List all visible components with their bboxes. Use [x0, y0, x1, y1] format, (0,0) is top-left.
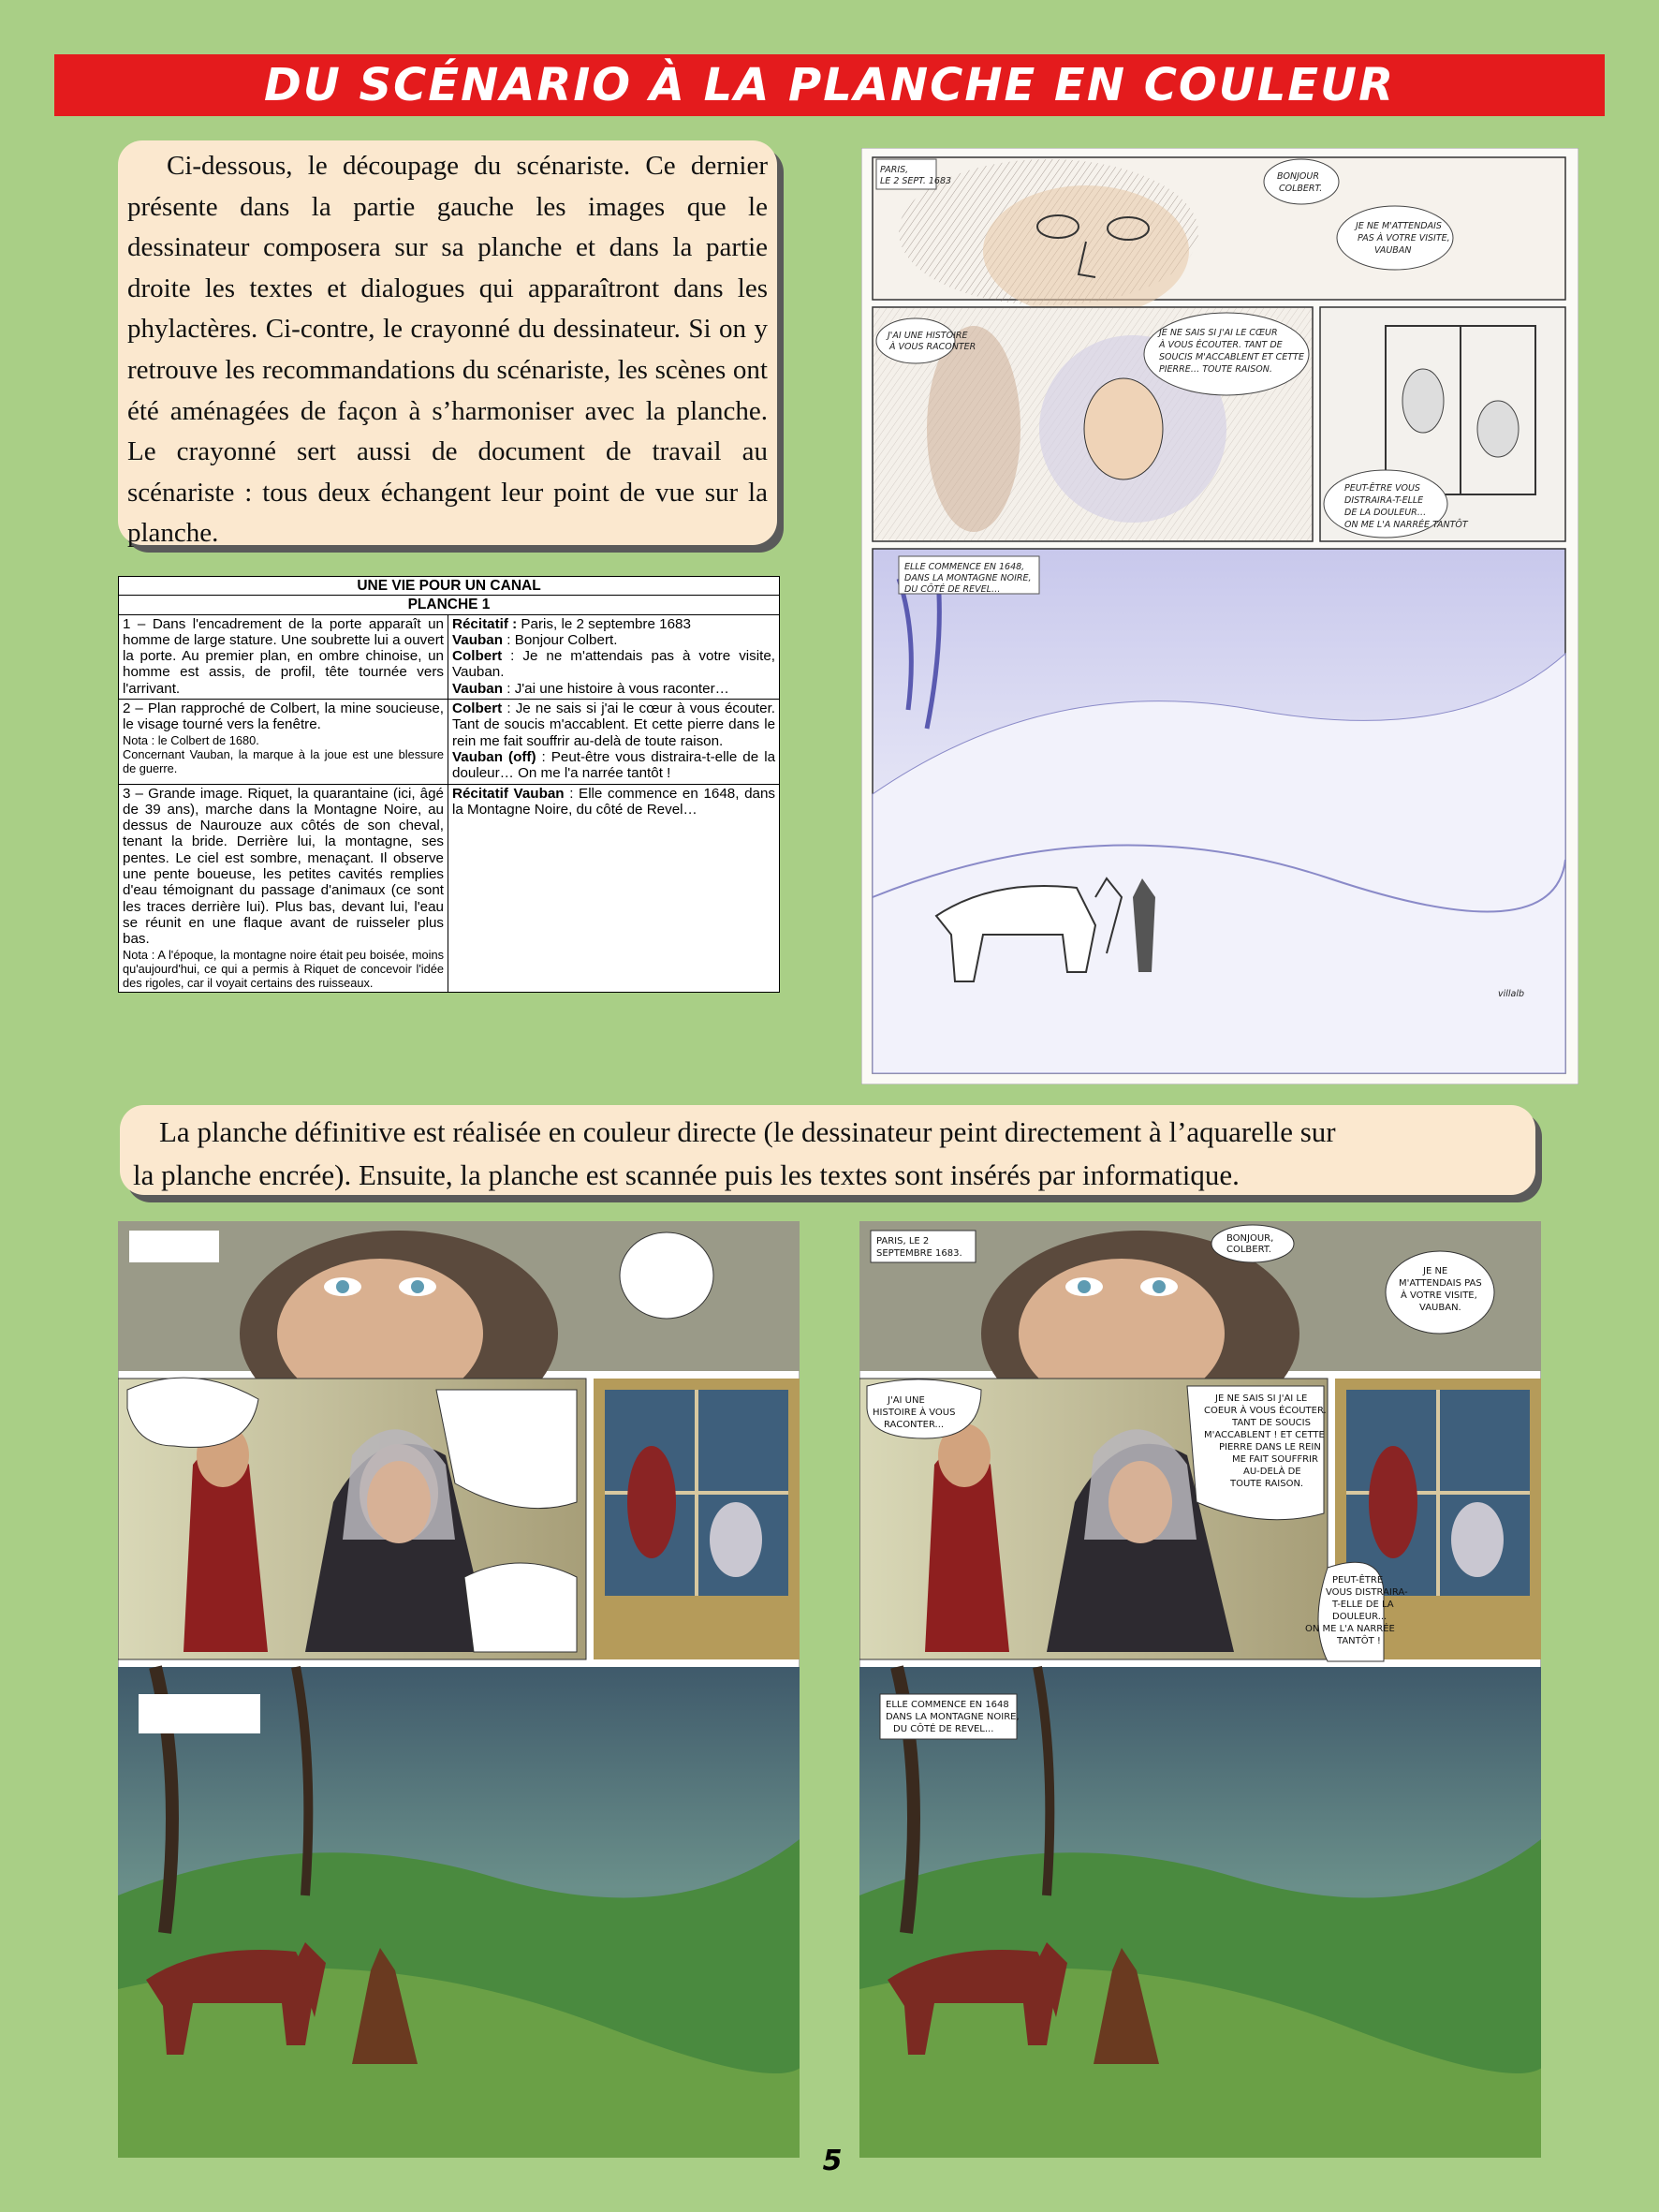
- svg-text:M'ACCABLENT ! ET CETTE: M'ACCABLENT ! ET CETTE: [1204, 1430, 1325, 1440]
- svg-text:BONJOUR,: BONJOUR,: [1226, 1233, 1274, 1244]
- svg-text:ME FAIT SOUFFRIR: ME FAIT SOUFFRIR: [1232, 1454, 1318, 1465]
- svg-text:ELLE COMMENCE EN 1648,: ELLE COMMENCE EN 1648,: [904, 562, 1025, 572]
- script-table-subtitle: PLANCHE 1: [119, 596, 780, 614]
- speech-bubble: [1211, 1225, 1294, 1262]
- page-banner: DU SCÉNARIO À LA PLANCHE EN COULEUR: [54, 54, 1605, 116]
- svg-text:TANTÔT !: TANTÔT !: [1337, 1636, 1381, 1646]
- svg-text:DU CÔTÉ DE REVEL...: DU CÔTÉ DE REVEL...: [893, 1724, 994, 1734]
- svg-text:JE NE M'ATTENDAIS: JE NE M'ATTENDAIS: [1356, 221, 1442, 231]
- artist-signature: villalb: [1498, 989, 1525, 999]
- pencil-caption: [899, 556, 1039, 595]
- intro-text: Ci-dessous, le découpage du scénariste. Ce dernier présente dans la partie gauche les images que le dessinateur composera sur sa planche et dans la partie droite les textes et dialogues qui apparaîtront dans les phylactères. Ci-contre, le crayonné du dessinateur. Si on y retrouve les recommandations du scénariste, les scènes ont été aménagées de façon à s’harmoniser avec la planche. Le crayonné sert aussi de document de travail au scénariste : tous deux échangent leur point de vue sur la planche.: [127, 151, 768, 549]
- svg-text:DU CÔTÉ DE REVEL…: DU CÔTÉ DE REVEL…: [904, 584, 1001, 595]
- svg-text:DANS LA MONTAGNE NOIRE,: DANS LA MONTAGNE NOIRE,: [904, 573, 1032, 583]
- color-page-no-text: [118, 1221, 800, 2158]
- pencil-bubble: [1264, 159, 1339, 204]
- panel-description: 3 – Grande image. Riquet, la quarantaine (ici, âgé de 39 ans), marche dans la Montagne Noire, au dessus de Naurouze aux côtés de son cheval, tenant la bride. Derrière lui, la montagne, ses pentes. Le ciel est sombre, menaçant. Il observe une pente boueuse, les petites cavités remplies d'eau témoignant du passage d'animaux (ce sont les traces derrière lui). Plus bas, devant lui, l'eau se réunit en une flaque avant de ruisseler plus bas. Nota : A l'époque, la montagne noire était peu boisée, moins qu'aujourd'hui, ce qui a permis à Riquet de concevoir l'idée des rigoles, car il voyait certains des ruisseaux.: [119, 784, 448, 992]
- script-table: [118, 576, 780, 993]
- svg-text:JE NE SAIS SI J'AI LE: JE NE SAIS SI J'AI LE: [1215, 1394, 1308, 1404]
- panel-description: 1 – Dans l'encadrement de la porte apparaît un homme de large stature. Une soubrette lui a ouvert la porte. Au premier plan, en ombre chinoise, un homme est assis, de profil, tête tournée vers l'arrivant.: [119, 614, 448, 699]
- table-row: [119, 614, 780, 699]
- svg-text:DANS LA MONTAGNE NOIRE,: DANS LA MONTAGNE NOIRE,: [886, 1712, 1020, 1722]
- svg-text:DOULEUR...: DOULEUR...: [1332, 1612, 1387, 1622]
- svg-text:DE LA DOULEUR…: DE LA DOULEUR…: [1344, 508, 1427, 518]
- svg-text:ELLE COMMENCE EN 1648: ELLE COMMENCE EN 1648: [886, 1700, 1009, 1710]
- panel-note: Nota : A l'époque, la montagne noire était peu boisée, moins qu'aujourd'hui, ce qui a permis à Riquet de concevoir l'idée des rigoles, car il voyait certains des ruisseaux.: [123, 947, 444, 990]
- svg-text:DISTRAIRA-T-ELLE: DISTRAIRA-T-ELLE: [1344, 495, 1424, 506]
- outro-line-1: La planche définitive est réalisée en couleur directe (le dessinateur peint directement à l’aquarelle sur: [159, 1115, 1336, 1148]
- svg-text:J'AI UNE HISTOIRE: J'AI UNE HISTOIRE: [888, 331, 968, 341]
- svg-text:ON ME L'A NARRÉE TANTÔT: ON ME L'A NARRÉE TANTÔT: [1344, 520, 1468, 530]
- speech-bubble: [1187, 1386, 1327, 1520]
- page-number: 5: [822, 2145, 843, 2177]
- svg-text:COLBERT.: COLBERT.: [1226, 1245, 1271, 1255]
- svg-text:TOUTE RAISON.: TOUTE RAISON.: [1230, 1479, 1304, 1489]
- svg-text:SEPTEMBRE 1683.: SEPTEMBRE 1683.: [876, 1248, 962, 1259]
- svg-text:PARIS,: PARIS,: [880, 165, 909, 175]
- script-table-title: UNE VIE POUR UN CANAL: [119, 577, 780, 596]
- svg-text:PARIS, LE 2: PARIS, LE 2: [876, 1236, 930, 1246]
- empty-caption-box: [129, 1231, 219, 1262]
- table-row: [119, 784, 780, 992]
- caption-box: [871, 1231, 976, 1262]
- table-row: [119, 700, 780, 784]
- color-page-final: [859, 1221, 1541, 2158]
- caption-box: [880, 1694, 1020, 1739]
- svg-text:À VOUS RACONTER: À VOUS RACONTER: [889, 342, 976, 352]
- svg-text:À VOUS ÉCOUTER. TANT DE: À VOUS ÉCOUTER. TANT DE: [1159, 340, 1283, 350]
- panel-description: 2 – Plan rapproché de Colbert, la mine soucieuse, le visage tourné vers la fenêtre. Nota : le Colbert de 1680. Concernant Vauban, la marque à la joue est une blessure de guerre.: [119, 700, 448, 784]
- pencil-sketch-page: [861, 148, 1578, 1084]
- svg-text:PIERRE… TOUTE RAISON.: PIERRE… TOUTE RAISON.: [1159, 364, 1272, 375]
- svg-text:J'AI UNE: J'AI UNE: [888, 1395, 925, 1406]
- svg-text:COEUR À VOUS ÉCOUTER.: COEUR À VOUS ÉCOUTER.: [1204, 1406, 1327, 1416]
- svg-text:JE NE: JE NE: [1423, 1266, 1448, 1276]
- empty-bubble: [464, 1563, 577, 1652]
- svg-text:PEUT-ÊTRE VOUS: PEUT-ÊTRE VOUS: [1344, 483, 1420, 494]
- speech-bubble: [1386, 1251, 1494, 1334]
- empty-bubble: [620, 1232, 713, 1319]
- svg-text:VAUBAN: VAUBAN: [1374, 245, 1412, 256]
- svg-text:À VOTRE VISITE,: À VOTRE VISITE,: [1401, 1290, 1477, 1301]
- svg-text:VAUBAN.: VAUBAN.: [1419, 1303, 1461, 1313]
- svg-text:PIERRE DANS LE REIN: PIERRE DANS LE REIN: [1219, 1442, 1321, 1453]
- pencil-bubble: [1337, 206, 1453, 270]
- pencil-bubble: [1144, 313, 1309, 395]
- svg-text:HISTOIRE À VOUS: HISTOIRE À VOUS: [873, 1408, 956, 1418]
- svg-text:SOUCIS M'ACCABLENT ET CETTE: SOUCIS M'ACCABLENT ET CETTE: [1159, 352, 1304, 362]
- empty-caption-box: [139, 1694, 260, 1733]
- svg-text:TANT DE SOUCIS: TANT DE SOUCIS: [1232, 1418, 1311, 1428]
- svg-text:T-ELLE DE LA: T-ELLE DE LA: [1332, 1600, 1394, 1610]
- svg-text:AU-DELÀ DE: AU-DELÀ DE: [1243, 1467, 1301, 1477]
- svg-text:LE 2 SEPT. 1683: LE 2 SEPT. 1683: [880, 176, 952, 186]
- svg-text:PAS À VOTRE VISITE,: PAS À VOTRE VISITE,: [1358, 233, 1450, 243]
- svg-text:M'ATTENDAIS PAS: M'ATTENDAIS PAS: [1399, 1278, 1482, 1289]
- svg-text:RACONTER...: RACONTER...: [884, 1420, 945, 1430]
- svg-text:COLBERT.: COLBERT.: [1279, 184, 1323, 194]
- panel-dialogue: Récitatif Vauban : Elle commence en 1648, dans la Montagne Noire, du côté de Revel…: [448, 784, 780, 992]
- svg-text:VOUS DISTRAIRA-: VOUS DISTRAIRA-: [1326, 1587, 1408, 1598]
- panel-note: Nota : le Colbert de 1680. Concernant Vauban, la marque à la joue est une blessure de guerre.: [123, 732, 444, 775]
- svg-text:JE NE SAIS SI J'AI LE CŒUR: JE NE SAIS SI J'AI LE CŒUR: [1159, 328, 1278, 338]
- panel-dialogue: Récitatif : Paris, le 2 septembre 1683 Vauban : Bonjour Colbert. Colbert : Je ne m'attendais pas à votre visite, Vauban. Vauban : J'ai une histoire à vous raconter…: [448, 614, 780, 699]
- outro-line-2: la planche encrée). Ensuite, la planche est scannée puis les textes sont insérés par informatique.: [133, 1158, 1240, 1191]
- svg-text:PEUT-ÊTRE: PEUT-ÊTRE: [1332, 1575, 1384, 1585]
- svg-text:ON ME L'A NARRÉE: ON ME L'A NARRÉE: [1305, 1624, 1395, 1634]
- svg-text:BONJOUR: BONJOUR: [1277, 171, 1319, 182]
- panel-dialogue: Colbert : Je ne sais si j'ai le cœur à vous écouter. Tant de soucis m'accablent. Et cette pierre dans le rein me fait souffrir au-delà de toute raison. Vauban (off) : Peut-être vous distraira-t-elle de la douleur… On me l'a narrée tantôt !: [448, 700, 780, 784]
- outro-textbox: [120, 1105, 1535, 1195]
- intro-textbox: [118, 140, 777, 549]
